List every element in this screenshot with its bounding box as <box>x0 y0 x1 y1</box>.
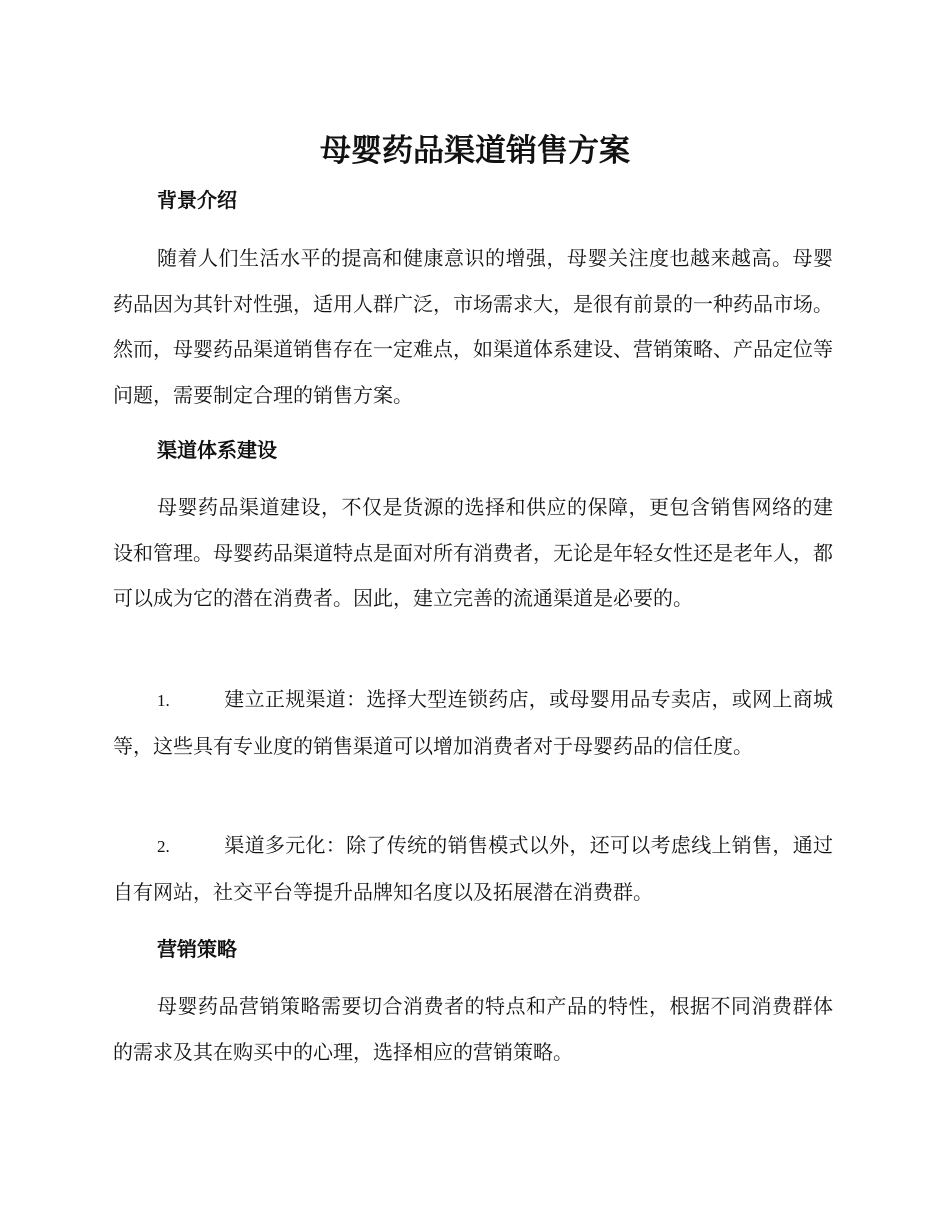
section-heading-channel-system: 渠道体系建设 <box>157 438 277 462</box>
list-item-1 <box>113 677 833 769</box>
paragraph-background: 随着人们生活水平的提高和健康意识的增强，母婴关注度也越来越高。母婴药品因为其针对性强，适用人群广泛，市场需求大，是很有前景的一种药品市场。然而，母婴药品渠道销售存在一定难点，如渠道体系建设、营销策略、产品定位等问题，需要制定合理的销售方案。 <box>113 246 833 407</box>
list-text-1: 建立正规渠道：选择大型连锁药店，或母婴用品专卖店，或网上商城等，这些具有专业度的销售渠道可以增加消费者对于母婴药品的信任度。 <box>113 687 833 758</box>
list-text-2: 渠道多元化：除了传统的销售模式以外，还可以考虑线上销售，通过自有网站，社交平台等提升品牌知名度以及拓展潜在消费群。 <box>113 833 833 904</box>
section-heading-background: 背景介绍 <box>157 188 237 212</box>
paragraph-marketing: 母婴药品营销策略需要切合消费者的特点和产品的特性，根据不同消费群体的需求及其在购买中的心理，选择相应的营销策略。 <box>113 994 833 1064</box>
list-number-2: 2. <box>157 837 170 856</box>
list-number-1: 1. <box>157 691 170 710</box>
list-item-2 <box>113 823 833 915</box>
paragraph-channel-system: 母婴药品渠道建设，不仅是货源的选择和供应的保障，更包含销售网络的建设和管理。母婴药品渠道特点是面对所有消费者，无论是年轻女性还是老年人，都可以成为它的潜在消费者。因此，建立完善的流通渠道是必要的。 <box>113 495 833 610</box>
section-heading-marketing: 营销策略 <box>157 937 237 961</box>
document-title: 母婴药品渠道销售方案 <box>320 133 630 169</box>
